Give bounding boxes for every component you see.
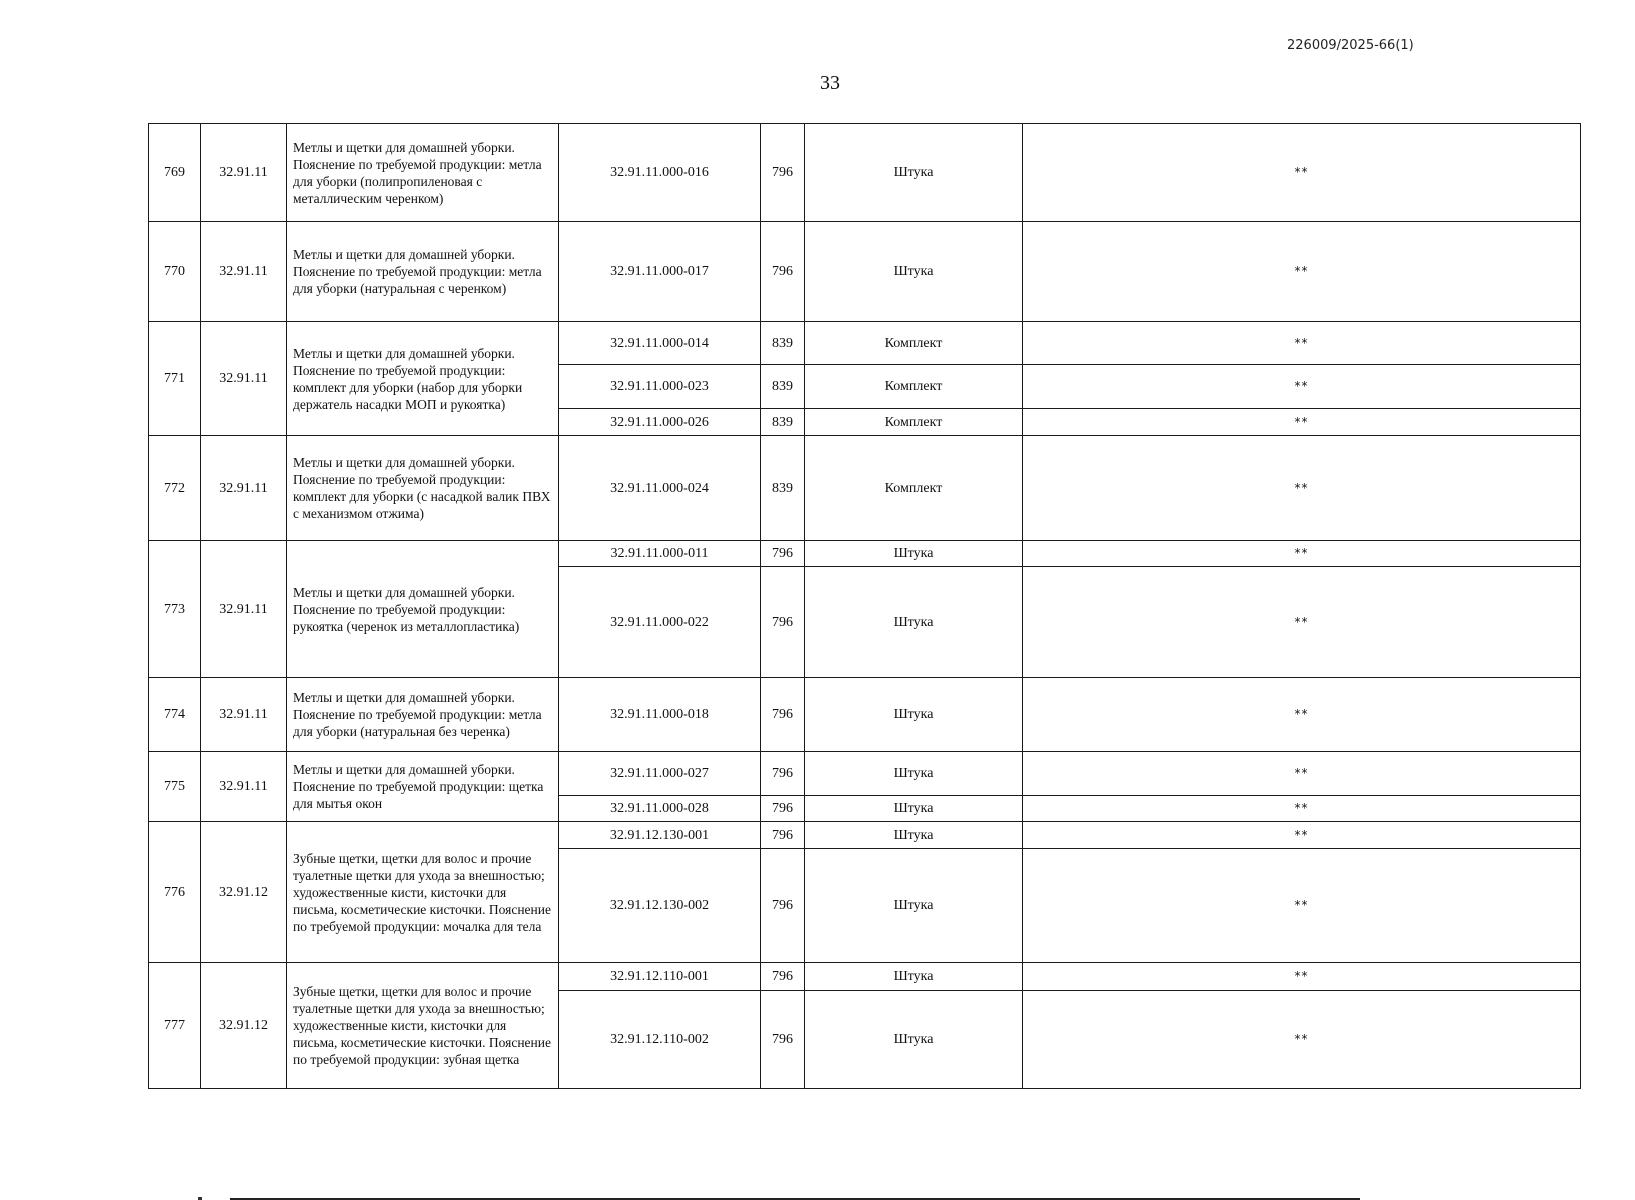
okpd-code: 32.91.11 xyxy=(201,322,287,436)
ktru-code: 32.91.12.130-001 xyxy=(559,822,761,849)
note-cell: ** xyxy=(1023,752,1581,796)
products-table xyxy=(148,123,1581,1089)
unit-name: Комплект xyxy=(805,436,1023,541)
table-row xyxy=(149,124,1581,222)
ktru-code: 32.91.12.110-002 xyxy=(559,991,761,1089)
okei-code: 796 xyxy=(761,124,805,222)
okei-code: 796 xyxy=(761,963,805,991)
okei-code: 839 xyxy=(761,322,805,365)
ktru-code: 32.91.11.000-026 xyxy=(559,409,761,436)
okei-code: 839 xyxy=(761,436,805,541)
table-row xyxy=(149,222,1581,322)
product-description: Метлы и щетки для домашней уборки. Пояснение по требуемой продукции: комплект для уборки (набор для уборки держатель насадки МОП и рукоятка) xyxy=(287,322,559,436)
note-cell: ** xyxy=(1023,322,1581,365)
product-description: Метлы и щетки для домашней уборки. Пояснение по требуемой продукции: метла для уборки (натуральная без черенка) xyxy=(287,678,559,752)
row-number: 773 xyxy=(149,541,201,678)
unit-name: Штука xyxy=(805,796,1023,822)
ktru-code: 32.91.11.000-024 xyxy=(559,436,761,541)
row-number: 770 xyxy=(149,222,201,322)
unit-name: Штука xyxy=(805,752,1023,796)
okei-code: 796 xyxy=(761,541,805,567)
ktru-code: 32.91.11.000-011 xyxy=(559,541,761,567)
note-cell: ** xyxy=(1023,222,1581,322)
unit-name: Штука xyxy=(805,222,1023,322)
okpd-code: 32.91.11 xyxy=(201,124,287,222)
unit-name: Штука xyxy=(805,124,1023,222)
okei-code: 796 xyxy=(761,678,805,752)
okei-code: 796 xyxy=(761,752,805,796)
ktru-code: 32.91.11.000-027 xyxy=(559,752,761,796)
okpd-code: 32.91.11 xyxy=(201,541,287,678)
unit-name: Комплект xyxy=(805,409,1023,436)
row-number: 777 xyxy=(149,963,201,1089)
unit-name: Комплект xyxy=(805,365,1023,409)
ktru-code: 32.91.11.000-023 xyxy=(559,365,761,409)
okei-code: 796 xyxy=(761,567,805,678)
unit-name: Штука xyxy=(805,991,1023,1089)
note-cell: ** xyxy=(1023,796,1581,822)
note-cell: ** xyxy=(1023,541,1581,567)
okei-code: 839 xyxy=(761,409,805,436)
okei-code: 796 xyxy=(761,822,805,849)
okpd-code: 32.91.11 xyxy=(201,222,287,322)
unit-name: Комплект xyxy=(805,322,1023,365)
row-number: 772 xyxy=(149,436,201,541)
ktru-code: 32.91.11.000-022 xyxy=(559,567,761,678)
unit-name: Штука xyxy=(805,541,1023,567)
table-row xyxy=(149,436,1581,541)
note-cell: ** xyxy=(1023,822,1581,849)
okei-code: 796 xyxy=(761,222,805,322)
table-row xyxy=(149,752,1581,796)
table-row xyxy=(149,678,1581,752)
note-cell: ** xyxy=(1023,567,1581,678)
note-cell: ** xyxy=(1023,963,1581,991)
table-row xyxy=(149,541,1581,567)
unit-name: Штука xyxy=(805,963,1023,991)
unit-name: Штука xyxy=(805,678,1023,752)
ktru-code: 32.91.11.000-018 xyxy=(559,678,761,752)
page-number: 33 xyxy=(820,72,840,94)
row-number: 776 xyxy=(149,822,201,963)
unit-name: Штука xyxy=(805,567,1023,678)
product-description: Метлы и щетки для домашней уборки. Пояснение по требуемой продукции: рукоятка (черенок из металлопластика) xyxy=(287,541,559,678)
ktru-code: 32.91.12.130-002 xyxy=(559,849,761,963)
product-description: Метлы и щетки для домашней уборки. Пояснение по требуемой продукции: щетка для мытья окон xyxy=(287,752,559,822)
okei-code: 796 xyxy=(761,849,805,963)
row-number: 771 xyxy=(149,322,201,436)
row-number: 775 xyxy=(149,752,201,822)
ktru-code: 32.91.11.000-028 xyxy=(559,796,761,822)
unit-name: Штука xyxy=(805,822,1023,849)
note-cell: ** xyxy=(1023,678,1581,752)
ktru-code: 32.91.12.110-001 xyxy=(559,963,761,991)
okpd-code: 32.91.12 xyxy=(201,822,287,963)
okei-code: 796 xyxy=(761,796,805,822)
note-cell: ** xyxy=(1023,409,1581,436)
okei-code: 839 xyxy=(761,365,805,409)
note-cell: ** xyxy=(1023,849,1581,963)
okpd-code: 32.91.11 xyxy=(201,678,287,752)
okpd-code: 32.91.12 xyxy=(201,963,287,1089)
document-number: 226009/2025-66(1) xyxy=(1287,38,1414,53)
table-row xyxy=(149,322,1581,365)
product-description: Метлы и щетки для домашней уборки. Пояснение по требуемой продукции: комплект для уборки (с насадкой валик ПВХ с механизмом отжима) xyxy=(287,436,559,541)
okpd-code: 32.91.11 xyxy=(201,436,287,541)
row-number: 769 xyxy=(149,124,201,222)
okpd-code: 32.91.11 xyxy=(201,752,287,822)
note-cell: ** xyxy=(1023,436,1581,541)
table-row xyxy=(149,963,1581,991)
unit-name: Штука xyxy=(805,849,1023,963)
note-cell: ** xyxy=(1023,365,1581,409)
product-description: Метлы и щетки для домашней уборки. Пояснение по требуемой продукции: метла для уборки (полипропиленовая с металлическим черенком) xyxy=(287,124,559,222)
product-description: Зубные щетки, щетки для волос и прочие туалетные щетки для ухода за внешностью; художественные кисти, кисточки для письма, косметические кисточки. Пояснение по требуемой продукции: мочалка для тела xyxy=(287,822,559,963)
ktru-code: 32.91.11.000-014 xyxy=(559,322,761,365)
product-description: Зубные щетки, щетки для волос и прочие туалетные щетки для ухода за внешностью; художественные кисти, кисточки для письма, косметические кисточки. Пояснение по требуемой продукции: зубная щетка xyxy=(287,963,559,1089)
ktru-code: 32.91.11.000-017 xyxy=(559,222,761,322)
note-cell: ** xyxy=(1023,991,1581,1089)
row-number: 774 xyxy=(149,678,201,752)
product-description: Метлы и щетки для домашней уборки. Пояснение по требуемой продукции: метла для уборки (натуральная с черенком) xyxy=(287,222,559,322)
ktru-code: 32.91.11.000-016 xyxy=(559,124,761,222)
note-cell: ** xyxy=(1023,124,1581,222)
okei-code: 796 xyxy=(761,991,805,1089)
table-row xyxy=(149,822,1581,849)
